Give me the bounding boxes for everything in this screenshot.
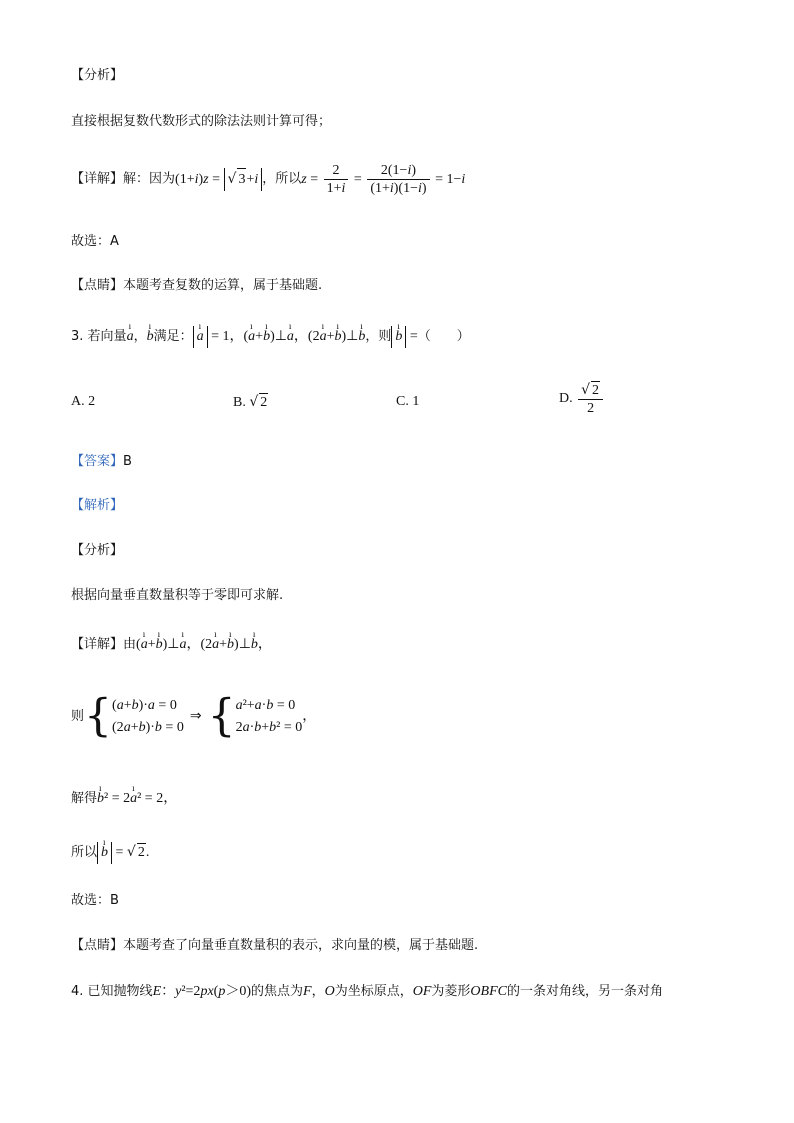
xiangjie-heading-1: 【详解】: [71, 171, 124, 187]
q3-conditions: ı a = 1，(ı a+ı b)⊥ı a，(2ı a+ı b)⊥ı b: [193, 329, 366, 344]
q3-fenxi-heading: 【分析】: [71, 543, 124, 558]
q3-suoyi-eq: ı b = √ 2.: [97, 845, 149, 860]
equation-complex-2: z = $\frac{2}{1+i}$ = $\frac{2(1-i)}{(1+i)(1-i)}$ = 1−i: [301, 163, 466, 196]
q3-dianjing-line: [71, 937, 478, 955]
q3-xiangjie-line: [71, 636, 272, 654]
q3-answer-line: [71, 453, 132, 471]
q4-parabola-eq: E：y²=2px(p＞0): [152, 984, 251, 999]
system-2: a²+a·b = 0 2a·b+b² = 0: [235, 697, 303, 735]
fenxi-text-1: 直接根据复数代数形式的除法法则计算可得；: [71, 114, 332, 129]
q4-text-b: 的焦点为: [251, 984, 304, 999]
option-d: D. $\frac{√ 2}{2}$: [559, 381, 605, 417]
q4-text-e: 为菱形: [431, 984, 471, 999]
dianjing-heading-1: 【点睛】: [71, 278, 124, 293]
xiangjie-pre-1: 解：因为: [123, 171, 176, 187]
q3-xiangjie-conditions: (ı a+ı b)⊥ı a，(2ı a+ı b)⊥ı b，: [136, 637, 272, 652]
q3-guxuan: 故选：B: [71, 893, 119, 908]
vec-a: ı a: [127, 328, 134, 346]
q4-obfc: OBFC: [470, 984, 507, 999]
q4-focus-f: F: [303, 984, 312, 999]
q3-jiede-line: [71, 790, 177, 808]
q4-text-c: ，: [311, 984, 325, 999]
q3-stem: [71, 326, 470, 348]
q3-xiangjie-pre: 由: [123, 637, 137, 652]
q3-dianjing-text: 本题考查了向量垂直数量积的表示，求向量的模，属于基础题.: [123, 938, 479, 953]
q3-options: [71, 382, 631, 423]
q4-text-d: 为坐标原点，: [334, 984, 413, 999]
system-1: (a+b)·a = 0 (2a+b)·b = 0: [112, 697, 184, 735]
xiangjie-mid-1: ，所以: [262, 171, 302, 187]
q3-jiede: 解得: [71, 791, 98, 806]
left-brace-2: {: [207, 690, 236, 742]
q3-stem-end: ，则: [365, 329, 392, 344]
q3-suoyi: 所以: [71, 845, 98, 860]
equation-complex-1: (1+i)z = √ 3+i: [175, 172, 262, 187]
implies-arrow: ⇒: [189, 709, 202, 724]
option-c: C. 1: [396, 394, 420, 409]
option-b: B. √ 2: [233, 394, 268, 410]
q4-stem: [71, 983, 663, 1001]
q3-number: 3.: [71, 329, 84, 344]
q3-jiexi-heading: 【解析】: [71, 498, 124, 513]
q3-suoyi-line: [71, 842, 149, 864]
q3-dianjing-heading: 【点睛】: [71, 938, 124, 953]
vec-b: ı b: [147, 328, 154, 346]
q3-jiede-eq: ı b² = 2ı a² = 2，: [97, 791, 177, 806]
q3-xiangjie-heading: 【详解】: [71, 637, 124, 652]
q4-origin-o: O: [324, 984, 335, 999]
dianjing-text-1: 本题考查复数的运算，属于基础题.: [123, 278, 323, 293]
q3-stem-b: ，: [133, 329, 147, 344]
q4-text-f: 的一条对角线，另一条对角: [506, 984, 663, 999]
q4-text-a: 已知抛物线: [87, 984, 153, 999]
q3-paren: （ ）: [417, 329, 470, 344]
q4-of: OF: [412, 984, 432, 999]
left-brace-1: {: [84, 690, 113, 742]
xiangjie-line-1: [71, 162, 465, 197]
option-b-label: B.: [233, 395, 246, 410]
option-a: A. 2: [71, 394, 96, 409]
q3-fenxi-text: 根据向量垂直数量积等于零即可求解.: [71, 588, 284, 603]
q3-stem-a: 若向量: [87, 329, 127, 344]
q3-ze: 则: [71, 709, 85, 724]
q3-daan-heading: 【答案】: [71, 454, 124, 469]
q3-stem-c: 满足：: [153, 329, 193, 344]
q4-number: 4.: [71, 984, 84, 999]
option-d-label: D.: [559, 391, 573, 407]
q3-daan-value: B: [123, 454, 132, 469]
guxuan-1: 故选：A: [71, 234, 119, 249]
fenxi-heading-1: 【分析】: [71, 68, 124, 83]
dianjing-line-1: [71, 277, 322, 295]
q3-target: ı b =: [391, 329, 417, 344]
q3-system-line: 则{ (a+b)·a = 0 (2a+b)·b = 0 ⇒ { a²+a·b = 0 2a·b+b² = 0 ，: [71, 690, 317, 742]
